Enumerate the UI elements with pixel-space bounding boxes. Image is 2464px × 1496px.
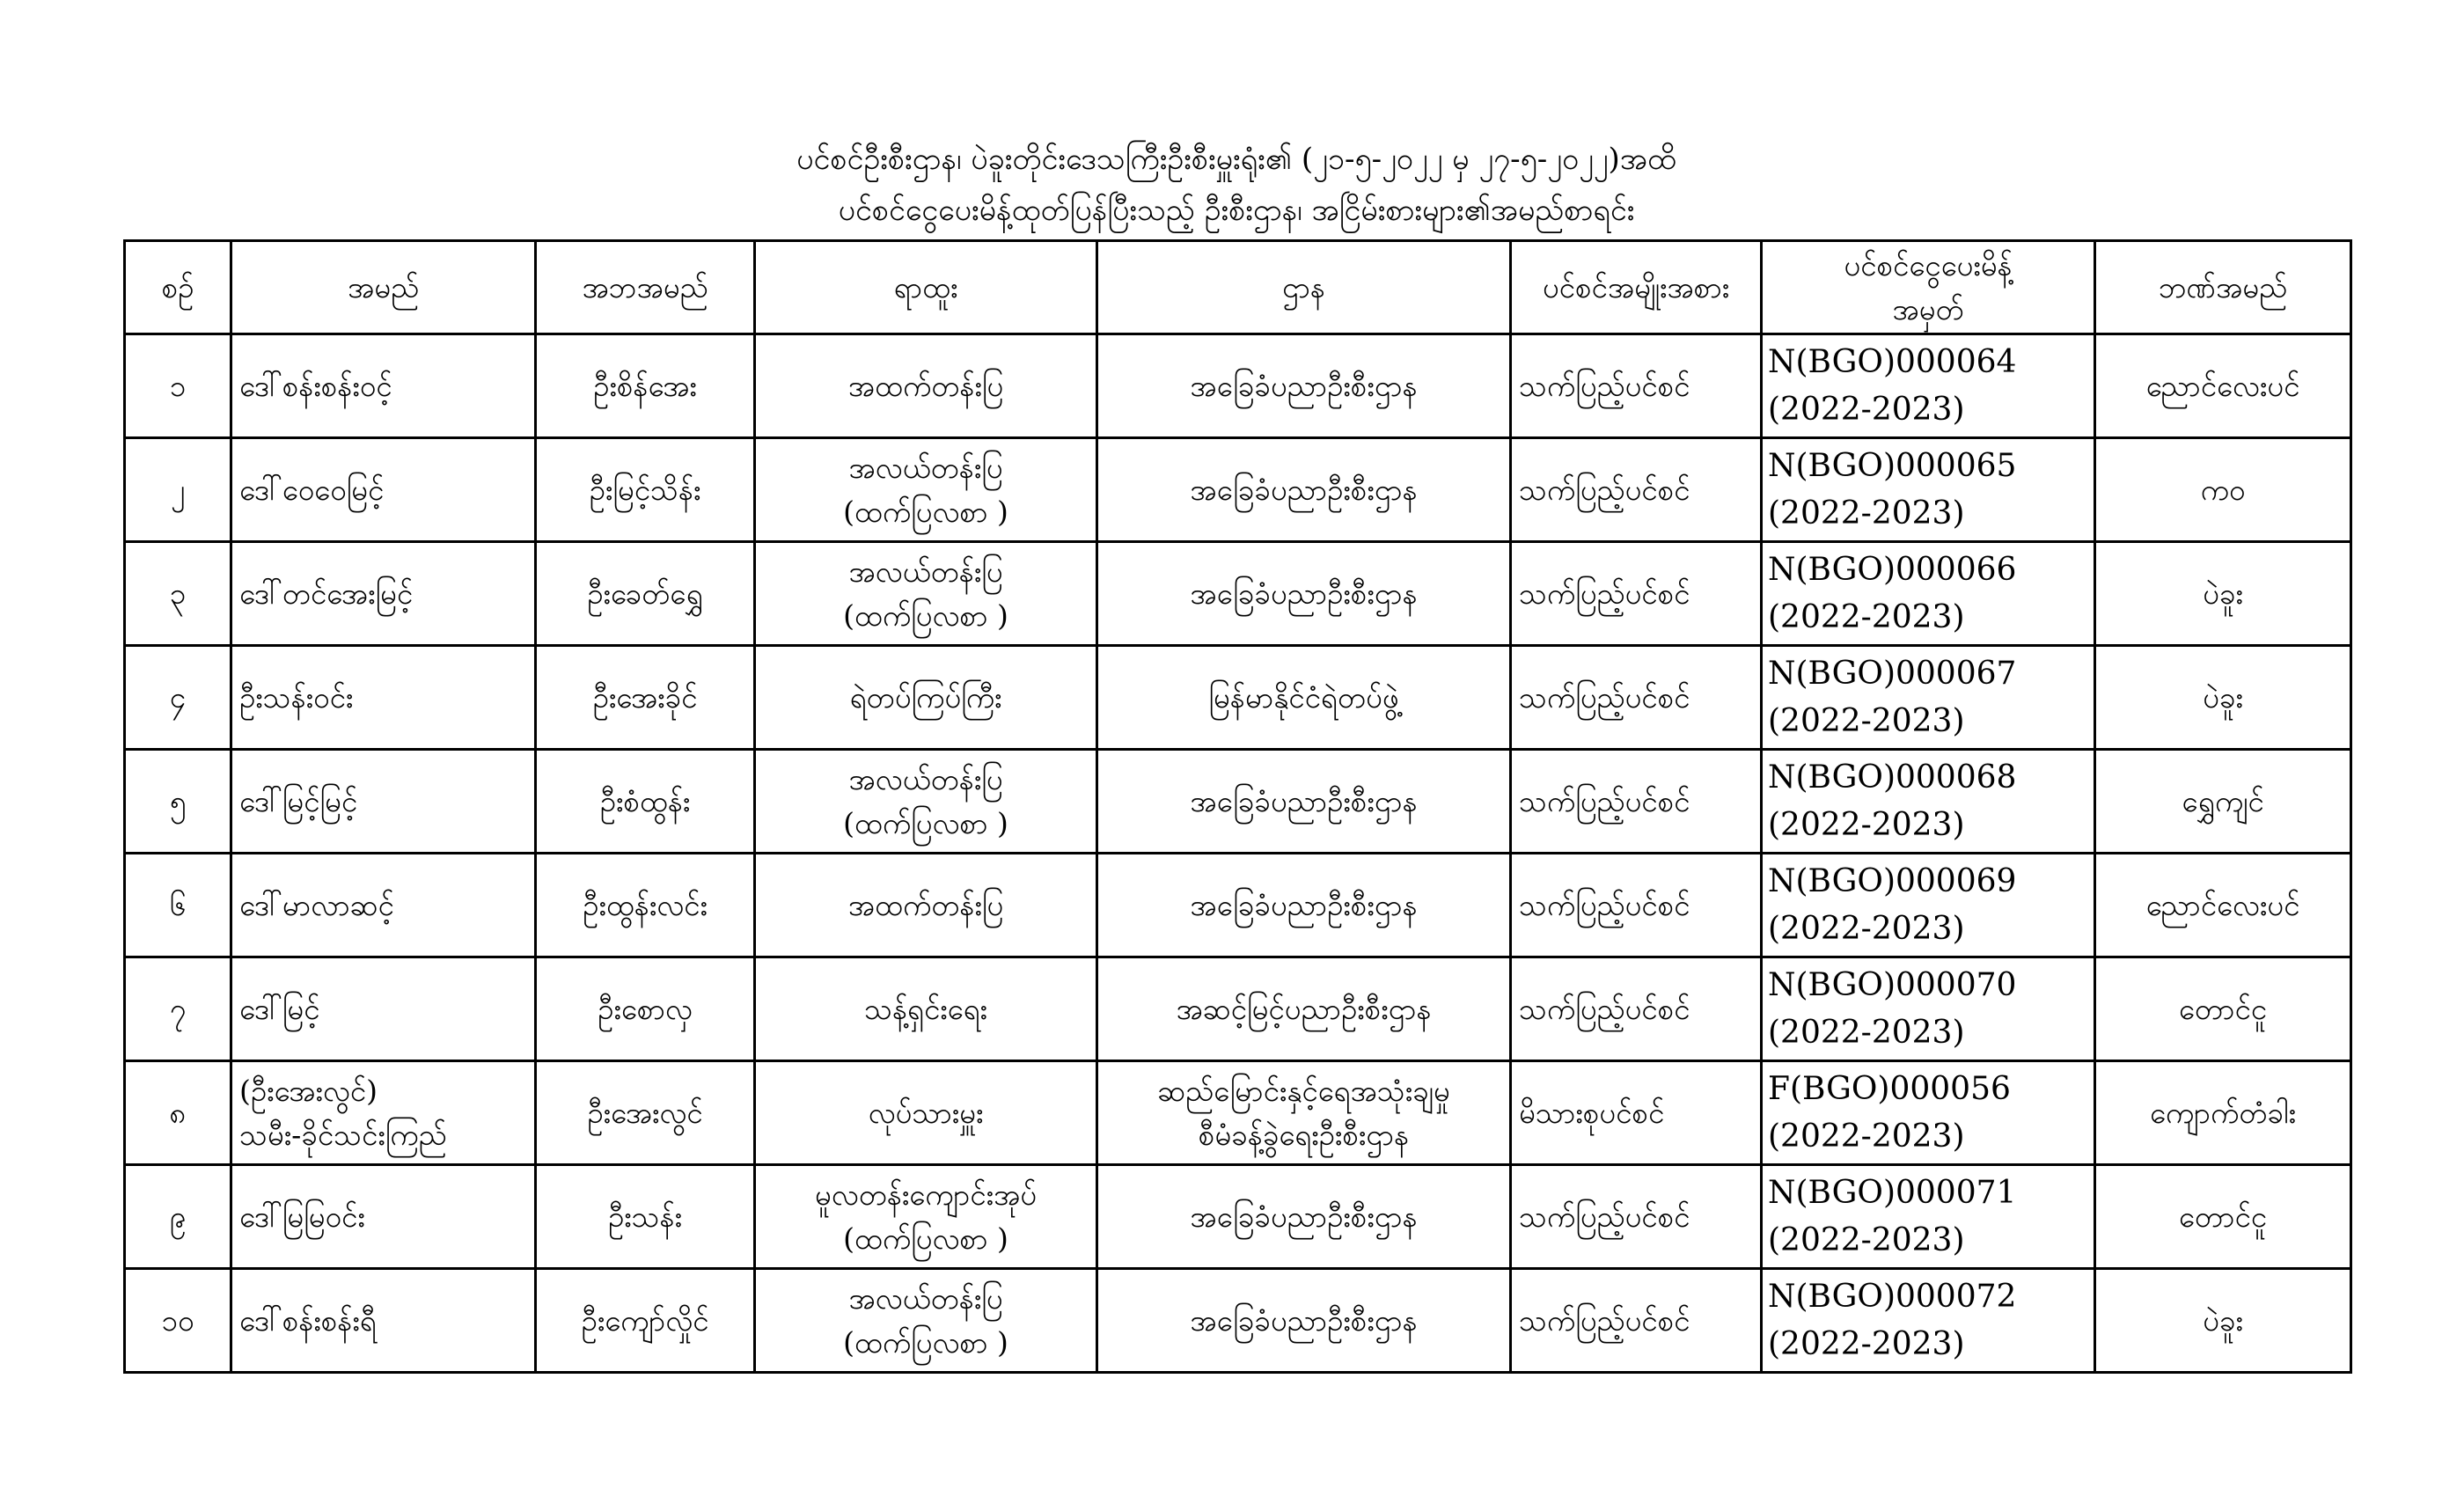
cell-pension-type-text: သက်ပြည့်ပင်စင် [1519, 368, 1690, 403]
cell-name [231, 438, 536, 542]
cell-pension-type [1511, 438, 1762, 542]
cell-rank [755, 1165, 1097, 1269]
cell-rank-text: (ထက်ပြလစာ ) [843, 1324, 1008, 1360]
cell-bank-text: တောင်ငူ [2178, 1199, 2268, 1234]
cell-rank-text: မူလတန်းကျောင်းအုပ် [814, 1177, 1038, 1212]
cell-name-text: ဒေါ်တင်အေးမြင့် [239, 576, 414, 611]
cell-no-text: ၁ [169, 368, 187, 403]
header-pension-type: ပင်စင်အမျိုးအစား [1511, 241, 1762, 334]
cell-order-no-text: (2022-2023) [1768, 702, 1965, 739]
cell-father-name [536, 542, 755, 646]
cell-department-text: အခြေခံပညာဦးစီးဌာန [1190, 887, 1418, 922]
cell-name [231, 542, 536, 646]
header-name: အမည် [231, 241, 536, 334]
cell-father-name [536, 438, 755, 542]
header-order-no-line-2: အမှတ် [1892, 291, 1964, 326]
cell-no [125, 542, 231, 646]
pension-table [123, 239, 2352, 1374]
cell-bank [2095, 1061, 2351, 1165]
cell-no [125, 854, 231, 957]
cell-department [1097, 1061, 1511, 1165]
cell-father-name [536, 334, 755, 438]
cell-bank-text: ပဲခူး [2203, 1302, 2243, 1338]
cell-bank-text: ညောင်လေးပင် [2145, 368, 2300, 403]
cell-rank-text: (ထက်ပြလစာ ) [843, 598, 1008, 633]
cell-no-text: ၂ [170, 472, 186, 507]
cell-bank [2095, 1269, 2351, 1373]
cell-name-text: သမီး-ခိုင်သင်းကြည် [239, 1117, 447, 1152]
cell-department [1097, 438, 1511, 542]
cell-order-no-text: N(BGO)000067 [1768, 655, 2017, 692]
cell-name [231, 1269, 536, 1373]
cell-rank [755, 334, 1097, 438]
cell-pension-type [1511, 1269, 1762, 1373]
cell-order-no-text: N(BGO)000066 [1768, 551, 2017, 588]
table-row [125, 646, 2351, 750]
cell-name-text: ဒေါ်မြင့် [239, 991, 320, 1026]
cell-order-no [1762, 957, 2095, 1061]
cell-rank-text: အလယ်တန်းပြ [848, 761, 1003, 796]
cell-rank-text: အလယ်တန်းပြ [848, 1280, 1003, 1316]
cell-bank [2095, 542, 2351, 646]
cell-name-text: (ဦးအေးလွင်) [239, 1073, 378, 1108]
cell-no [125, 646, 231, 750]
cell-bank-text: ညောင်လေးပင် [2145, 887, 2300, 922]
cell-bank [2095, 957, 2351, 1061]
cell-father-name [536, 646, 755, 750]
cell-name-text: ဒေါ်မာလာဆင့် [239, 887, 394, 922]
cell-father-name [536, 1269, 755, 1373]
cell-department [1097, 542, 1511, 646]
cell-order-no [1762, 542, 2095, 646]
cell-no [125, 1061, 231, 1165]
cell-department-text: အခြေခံပညာဦးစီးဌာန [1190, 368, 1418, 403]
cell-name [231, 750, 536, 854]
cell-name-text: ဒေါ်စန်းစန်းဝင့် [239, 368, 392, 403]
table-row [125, 334, 2351, 438]
cell-no-text: ၈ [169, 1095, 187, 1130]
cell-name [231, 1061, 536, 1165]
cell-name [231, 1165, 536, 1269]
cell-no-text: ၃ [169, 576, 187, 611]
cell-bank [2095, 438, 2351, 542]
header-order-no-line-1: ပင်စင်ငွေပေးမိန့် [1844, 247, 2013, 282]
cell-rank [755, 542, 1097, 646]
cell-pension-type [1511, 542, 1762, 646]
cell-father-name-text: ဦးခေတ်ရွှေ [587, 576, 703, 611]
cell-rank [755, 750, 1097, 854]
cell-bank [2095, 646, 2351, 750]
cell-department [1097, 854, 1511, 957]
cell-order-no-text: (2022-2023) [1768, 598, 1965, 635]
cell-name-text: ဒေါ်ဝေဝေမြင့် [239, 472, 385, 507]
cell-bank [2095, 854, 2351, 957]
cell-rank-text: အလယ်တန်းပြ [848, 554, 1003, 589]
cell-rank-text: အထက်တန်းပြ [847, 368, 1004, 403]
table-row [125, 854, 2351, 957]
cell-bank [2095, 1165, 2351, 1269]
header-bank: ဘဏ်အမည် [2095, 241, 2351, 334]
cell-department-text: ဆည်မြောင်းနှင့်ရေအသုံးချမှု [1157, 1073, 1450, 1108]
cell-rank [755, 646, 1097, 750]
cell-name-text: ဒေါ်မြမြဝင်း [239, 1199, 365, 1234]
header-order-no [1762, 241, 2095, 334]
table-row [125, 542, 2351, 646]
header-no: စဉ် [125, 241, 231, 334]
cell-father-name [536, 750, 755, 854]
cell-order-no-text: N(BGO)000068 [1768, 759, 2017, 796]
cell-rank [755, 1269, 1097, 1373]
cell-order-no [1762, 854, 2095, 957]
cell-pension-type-text: သက်ပြည့်ပင်စင် [1519, 576, 1690, 611]
cell-no [125, 1165, 231, 1269]
cell-department [1097, 646, 1511, 750]
cell-father-name-text: ဦးအေးခိုင် [592, 679, 698, 715]
cell-order-no-text: F(BGO)000056 [1768, 1070, 2011, 1107]
table-row [125, 1061, 2351, 1165]
cell-order-no-text: (2022-2023) [1768, 1221, 1965, 1258]
cell-father-name [536, 854, 755, 957]
cell-order-no-text: N(BGO)000070 [1768, 966, 2017, 1003]
document-title-line-2: ပင်စင်ငွေပေးမိန့်ထုတ်ပြန်ပြီးသည့် ဦးစီးဌာန၊ အငြိမ်းစားများ၏အမည်စာရင်း [838, 193, 1635, 228]
table-row [125, 750, 2351, 854]
cell-department [1097, 1165, 1511, 1269]
cell-rank-text: အလယ်တန်းပြ [848, 450, 1003, 485]
table-row [125, 438, 2351, 542]
cell-bank [2095, 750, 2351, 854]
header-father-name: အဘအမည် [536, 241, 755, 334]
cell-father-name-text: ဦးစောလှ [598, 991, 693, 1026]
cell-pension-type-text: သက်ပြည့်ပင်စင် [1519, 1199, 1690, 1234]
cell-no [125, 957, 231, 1061]
cell-father-name-text: ဦးစံထွန်း [599, 783, 691, 818]
cell-pension-type-text: သက်ပြည့်ပင်စင် [1519, 679, 1690, 715]
cell-department-text: အခြေခံပညာဦးစီးဌာန [1190, 1302, 1418, 1338]
cell-rank-text: အထက်တန်းပြ [847, 887, 1004, 922]
cell-department [1097, 750, 1511, 854]
cell-no [125, 750, 231, 854]
cell-bank-text: ပဲခူး [2203, 679, 2243, 715]
cell-name-text: ဒေါ်စန်းစန်းရီ [239, 1302, 377, 1338]
cell-bank-text: ကျောက်တံခါး [2149, 1095, 2297, 1130]
cell-rank [755, 438, 1097, 542]
table-row [125, 957, 2351, 1061]
cell-order-no [1762, 438, 2095, 542]
cell-pension-type [1511, 957, 1762, 1061]
cell-order-no-text: (2022-2023) [1768, 910, 1965, 947]
cell-no-text: ၅ [169, 783, 187, 818]
cell-order-no-text: N(BGO)000072 [1768, 1278, 2017, 1315]
cell-no [125, 438, 231, 542]
cell-pension-type-text: သက်ပြည့်ပင်စင် [1519, 783, 1690, 818]
cell-pension-type [1511, 854, 1762, 957]
cell-rank-text: (ထက်ပြလစာ ) [843, 1221, 1008, 1256]
table-row [125, 1269, 2351, 1373]
cell-name-text: ဦးသန်းဝင်း [239, 679, 354, 715]
cell-pension-type [1511, 1061, 1762, 1165]
cell-pension-type-text: သက်ပြည့်ပင်စင် [1519, 887, 1690, 922]
cell-bank-text: တောင်ငူ [2178, 991, 2268, 1026]
cell-pension-type-text: သက်ပြည့်ပင်စင် [1519, 991, 1690, 1026]
cell-rank-text: (ထက်ပြလစာ ) [843, 494, 1008, 529]
cell-pension-type-text: မိသားစုပင်စင် [1519, 1095, 1665, 1130]
cell-name-text: ဒေါ်မြင့်မြင့် [239, 783, 358, 818]
cell-department-text: အဆင့်မြင့်ပညာဦးစီးဌာန [1176, 991, 1432, 1026]
cell-rank-text: (ထက်ပြလစာ ) [843, 805, 1008, 840]
cell-department-text: အခြေခံပညာဦးစီးဌာန [1190, 1199, 1418, 1234]
cell-rank [755, 957, 1097, 1061]
cell-department-text: စီမံခန့်ခွဲရေးဦးစီးဌာန [1198, 1117, 1410, 1152]
cell-order-no [1762, 334, 2095, 438]
cell-no-text: ၆ [169, 887, 187, 922]
cell-father-name-text: ဦးသန်း [607, 1199, 683, 1234]
cell-department [1097, 957, 1511, 1061]
cell-father-name-text: ဦးအေးလွင် [587, 1095, 703, 1130]
cell-rank [755, 854, 1097, 957]
cell-father-name-text: ဦးထွန်းလင်း [583, 887, 708, 922]
cell-order-no-text: (2022-2023) [1768, 495, 1965, 532]
cell-order-no [1762, 1269, 2095, 1373]
cell-no-text: ၇ [169, 991, 187, 1026]
table-row [125, 1165, 2351, 1269]
cell-department-text: မြန်မာနိုင်ငံရဲတပ်ဖွဲ့ [1208, 679, 1399, 715]
cell-pension-type [1511, 646, 1762, 750]
cell-father-name [536, 1061, 755, 1165]
cell-father-name [536, 1165, 755, 1269]
cell-rank-text: သန့်ရှင်းရေး [864, 991, 987, 1026]
cell-no [125, 334, 231, 438]
cell-order-no-text: (2022-2023) [1768, 806, 1965, 843]
cell-no-text: ၁၀ [161, 1302, 194, 1338]
cell-father-name [536, 957, 755, 1061]
cell-order-no-text: (2022-2023) [1768, 1325, 1965, 1362]
cell-father-name-text: ဦးကျော်လှိုင် [581, 1302, 709, 1338]
cell-pension-type-text: သက်ပြည့်ပင်စင် [1519, 472, 1690, 507]
cell-rank-text: ရဲတပ်ကြပ်ကြီး [849, 679, 1002, 715]
cell-order-no-text: (2022-2023) [1768, 1014, 1965, 1051]
cell-order-no [1762, 1061, 2095, 1165]
table-header-row [125, 241, 2351, 334]
header-rank: ရာထူး [755, 241, 1097, 334]
cell-no-text: ၉ [169, 1199, 187, 1234]
cell-order-no [1762, 750, 2095, 854]
cell-pension-type [1511, 334, 1762, 438]
cell-name [231, 854, 536, 957]
cell-order-no-text: N(BGO)000064 [1768, 343, 2017, 380]
cell-father-name-text: ဦးမြင့်သိန်း [589, 472, 701, 507]
cell-pension-type [1511, 750, 1762, 854]
cell-order-no-text: (2022-2023) [1768, 391, 1965, 428]
cell-bank-text: ကဝ [2200, 472, 2246, 507]
cell-father-name-text: ဦးစိန်အေး [593, 368, 697, 403]
cell-order-no [1762, 1165, 2095, 1269]
cell-department [1097, 1269, 1511, 1373]
cell-order-no-text: N(BGO)000069 [1768, 862, 2017, 899]
cell-bank [2095, 334, 2351, 438]
cell-name [231, 646, 536, 750]
cell-name [231, 957, 536, 1061]
cell-order-no-text: N(BGO)000065 [1768, 447, 2017, 484]
cell-department-text: အခြေခံပညာဦးစီးဌာန [1190, 472, 1418, 507]
cell-rank-text: လုပ်သားမှူး [868, 1095, 984, 1130]
cell-rank [755, 1061, 1097, 1165]
cell-bank-text: ပဲခူး [2203, 576, 2243, 611]
cell-order-no [1762, 646, 2095, 750]
cell-department-text: အခြေခံပညာဦးစီးဌာန [1190, 783, 1418, 818]
cell-order-no-text: (2022-2023) [1768, 1118, 1965, 1155]
cell-pension-type-text: သက်ပြည့်ပင်စင် [1519, 1302, 1690, 1338]
cell-department-text: အခြေခံပညာဦးစီးဌာန [1190, 576, 1418, 611]
cell-name [231, 334, 536, 438]
cell-no [125, 1269, 231, 1373]
cell-order-no-text: N(BGO)000071 [1768, 1174, 2017, 1211]
document-title-line-1: ပင်စင်ဦးစီးဌာန၊ ပဲခူးတိုင်းဒေသကြီးဦးစီးမှူးရုံး၏ (၂၁-၅-၂၀၂၂ မှ ၂၇-၅-၂၀၂၂)အထိ [796, 142, 1676, 177]
cell-bank-text: ရွှေကျင် [2182, 783, 2264, 818]
cell-department [1097, 334, 1511, 438]
header-department: ဌာန [1097, 241, 1511, 334]
cell-pension-type [1511, 1165, 1762, 1269]
cell-no-text: ၄ [169, 679, 187, 715]
